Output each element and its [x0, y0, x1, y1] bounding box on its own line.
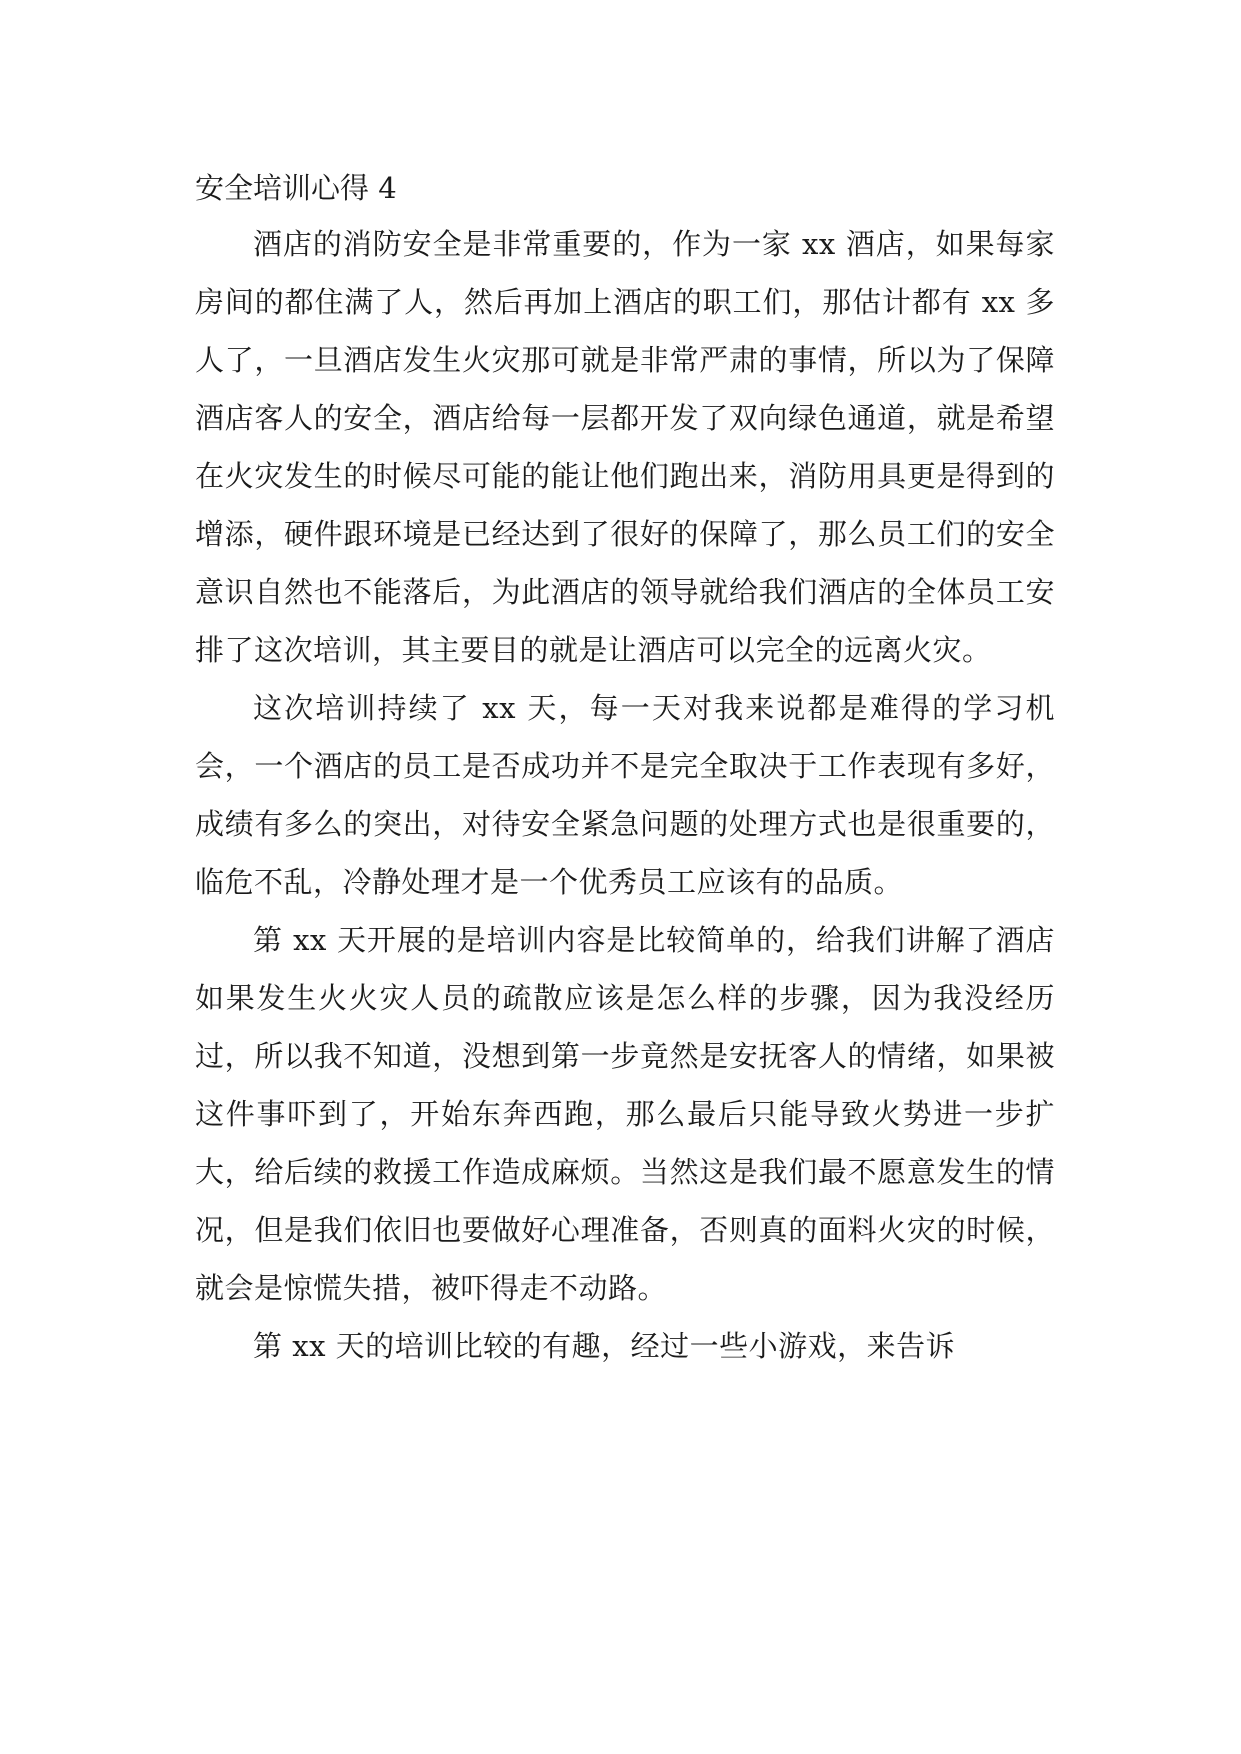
paragraph-evacuation-training: 第 xx 天开展的是培训内容是比较简单的，给我们讲解了酒店如果发生火火灾人员的疏散应该是怎么样的步骤，因为我没经历过，所以我不知道，没想到第一步竟然是安抚客人的情绪，如果被这件事吓到了，开始东奔西跑，那么最后只能导致火势进一步扩大，给后续的救援工作造成麻烦。当然这是我们最不愿意发生的情况，但是我们依旧也要做好心理准备，否则真的面料火灾的时候，就会是惊慌失措，被吓得走不动路。: [195, 923, 1055, 1305]
paragraph-games-training: 第 xx 天的培训比较的有趣，经过一些小游戏，来告诉: [253, 1329, 956, 1363]
paragraph-training-duration: 这次培训持续了 xx 天，每一天对我来说都是难得的学习机会，一个酒店的员工是否成功并不是完全取决于工作表现有多好，成绩有多么的突出，对待安全紧急问题的处理方式也是很重要的，临危不乱，冷静处理才是一个优秀员工应该有的品质。: [195, 691, 1055, 899]
paragraph-fire-safety: 酒店的消防安全是非常重要的，作为一家 xx 酒店，如果每家房间的都住满了人，然后再加上酒店的职工们，那估计都有 xx 多人了，一旦酒店发生火灾那可就是非常严肃的事情，所以为了保障酒店客人的安全，酒店给每一层都开发了双向绿色通道，就是希望在火灾发生的时候尽可能的能让他们跑出来，消防用具更是得到的增添，硬件跟环境是已经达到了很好的保障了，那么员工们的安全意识自然也不能落后，为此酒店的领导就给我们酒店的全体员工安排了这次培训，其主要目的就是让酒店可以完全的远离火灾。: [195, 227, 1055, 667]
document-title: 安全培训心得 4: [195, 171, 397, 205]
document-body: [195, 168, 1055, 1375]
